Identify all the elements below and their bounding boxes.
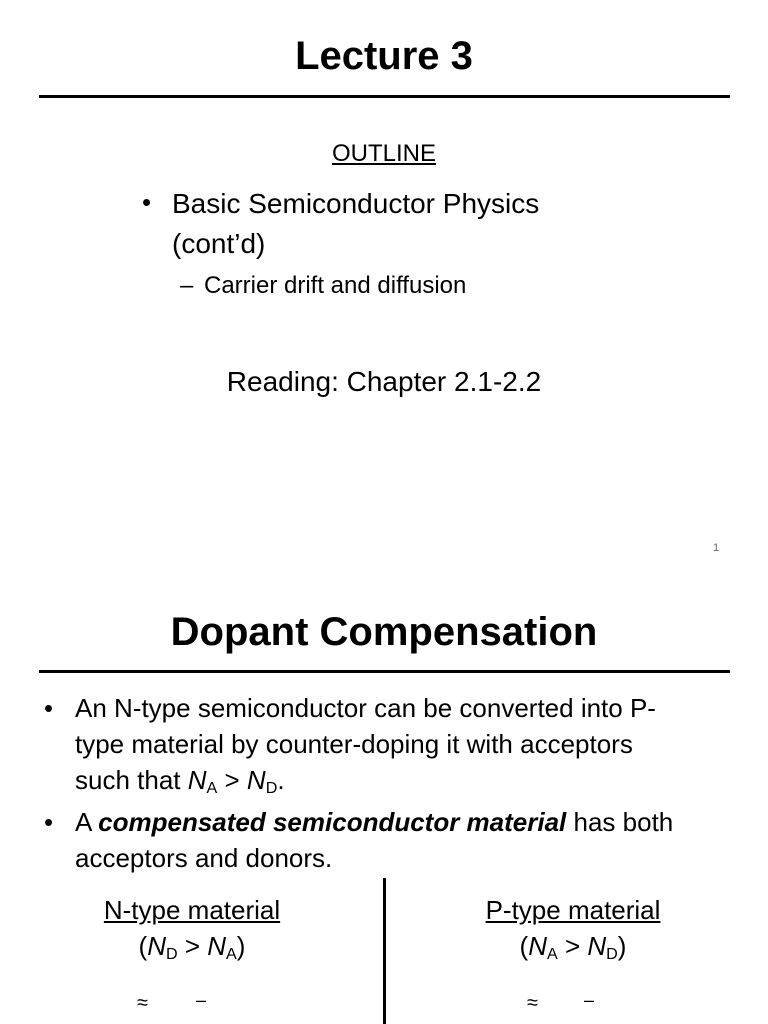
- n-type-column: [92, 892, 292, 964]
- counter-doping-line-1: An N-type semiconductor can be converted into P-: [75, 693, 656, 723]
- p-type-dash: –: [584, 990, 595, 1010]
- bullet-compensated: [75, 804, 673, 876]
- sub-bullet-drift-diffusion: Carrier drift and diffusion: [204, 272, 467, 299]
- outline-heading: OUTLINE: [331, 140, 436, 167]
- page-number: 1: [713, 542, 720, 554]
- p-type-condition: $(N_A > N_D)$: [519, 931, 627, 964]
- reading-text: Reading: Chapter 2.1-2.2: [226, 366, 542, 397]
- n-type-dash: –: [196, 990, 207, 1010]
- n-type-approx: ≈: [137, 992, 148, 1014]
- bullet-dot: •: [142, 187, 152, 217]
- bullet-counter-doping: [75, 690, 656, 798]
- compensated-emphasis: compensated semiconductor material: [98, 807, 567, 837]
- compensated-line-1: A compensated semiconductor material has both: [75, 807, 674, 837]
- slide-2-title-rule: [39, 670, 730, 673]
- bullet-dot-1: •: [44, 693, 54, 723]
- slide-1-title: Lecture 3: [295, 34, 473, 78]
- counter-doping-line-3: such that $N_A > N_D$.: [75, 765, 285, 798]
- n-type-heading: N-type material: [103, 895, 281, 925]
- bullet-line-2: (cont’d): [172, 228, 266, 259]
- p-type-approx: ≈: [527, 992, 538, 1014]
- p-type-column: [473, 892, 673, 964]
- sub-bullet-dash: –: [180, 272, 194, 299]
- counter-doping-line-2: type material by counter-doping it with acceptors: [75, 729, 633, 759]
- slide-1-title-rule: [39, 95, 730, 98]
- column-divider: [383, 878, 386, 1024]
- p-type-heading: P-type material: [485, 895, 661, 925]
- bullet-line-1: Basic Semiconductor Physics: [172, 188, 540, 219]
- slide-2-title: Dopant Compensation: [170, 610, 598, 654]
- bullet-basic-physics: [172, 184, 539, 264]
- compensated-line-2: acceptors and donors.: [75, 843, 333, 873]
- bullet-dot-2: •: [44, 807, 54, 837]
- n-type-condition: $(N_D > N_A)$: [138, 931, 246, 964]
